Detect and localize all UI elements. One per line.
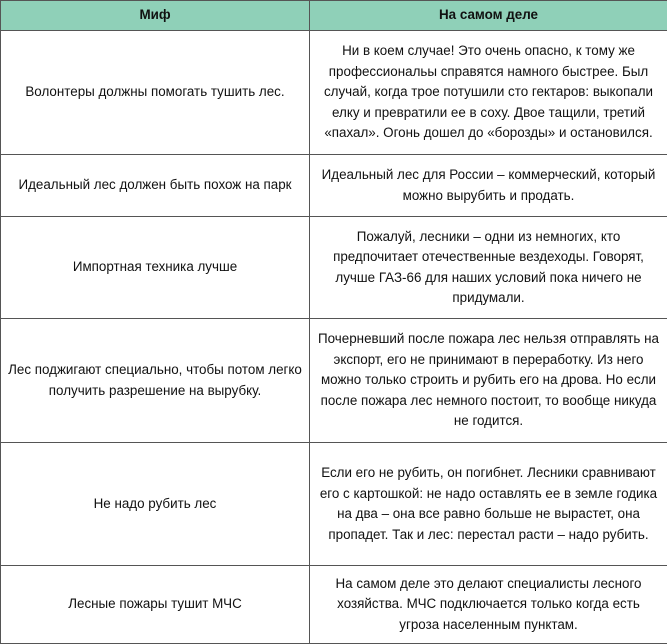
myth-cell: Лес поджигают специально, чтобы потом легко получить разрешение на вырубку. bbox=[1, 319, 310, 443]
header-fact: На самом деле bbox=[310, 1, 667, 31]
myth-cell: Идеальный лес должен быть похож на парк bbox=[1, 155, 310, 217]
fact-cell: Пожалуй, лесники – одни из немногих, кто предпочитает отечественные вездеходы. Говорят, лучше ГАЗ-66 для наших условий пока ничего не придумали. bbox=[310, 217, 667, 319]
table-row bbox=[1, 31, 667, 155]
fact-cell: Идеальный лес для России – коммерческий, который можно вырубить и продать. bbox=[310, 155, 667, 217]
myth-cell: Лесные пожары тушит МЧС bbox=[1, 566, 310, 644]
header-myth: Миф bbox=[1, 1, 310, 31]
table-row bbox=[1, 443, 667, 566]
myth-cell: Не надо рубить лес bbox=[1, 443, 310, 566]
myth-cell: Импортная техника лучше bbox=[1, 217, 310, 319]
fact-cell: Если его не рубить, он погибнет. Лесники сравнивают его с картошкой: не надо оставлять ее в земле годика на два – она все равно больше не вырастет, она пропадет. Так и лес: перестал расти – надо рубить. bbox=[310, 443, 667, 566]
table-row bbox=[1, 217, 667, 319]
table-row bbox=[1, 155, 667, 217]
table-row bbox=[1, 566, 667, 644]
table-row bbox=[1, 319, 667, 443]
myth-cell: Волонтеры должны помогать тушить лес. bbox=[1, 31, 310, 155]
fact-cell: Ни в коем случае! Это очень опасно, к тому же профессиональы справятся намного быстрее. Был случай, когда трое потушили сто гектаров: выкопали елку и превратили ее в соху. Двое тащили, третий «пахал». Огонь дошел до «борозды» и остановился. bbox=[310, 31, 667, 155]
header-row bbox=[1, 1, 667, 31]
fact-cell: Почерневший после пожара лес нельзя отправлять на экспорт, его не принимают в переработку. Из него можно только строить и рубить его на дрова. Но если после пожара лес немного постоит, то вообще никуда не годится. bbox=[310, 319, 667, 443]
fact-cell: На самом деле это делают специалисты лесного хозяйства. МЧС подключается только когда есть угроза населенным пунктам. bbox=[310, 566, 667, 644]
